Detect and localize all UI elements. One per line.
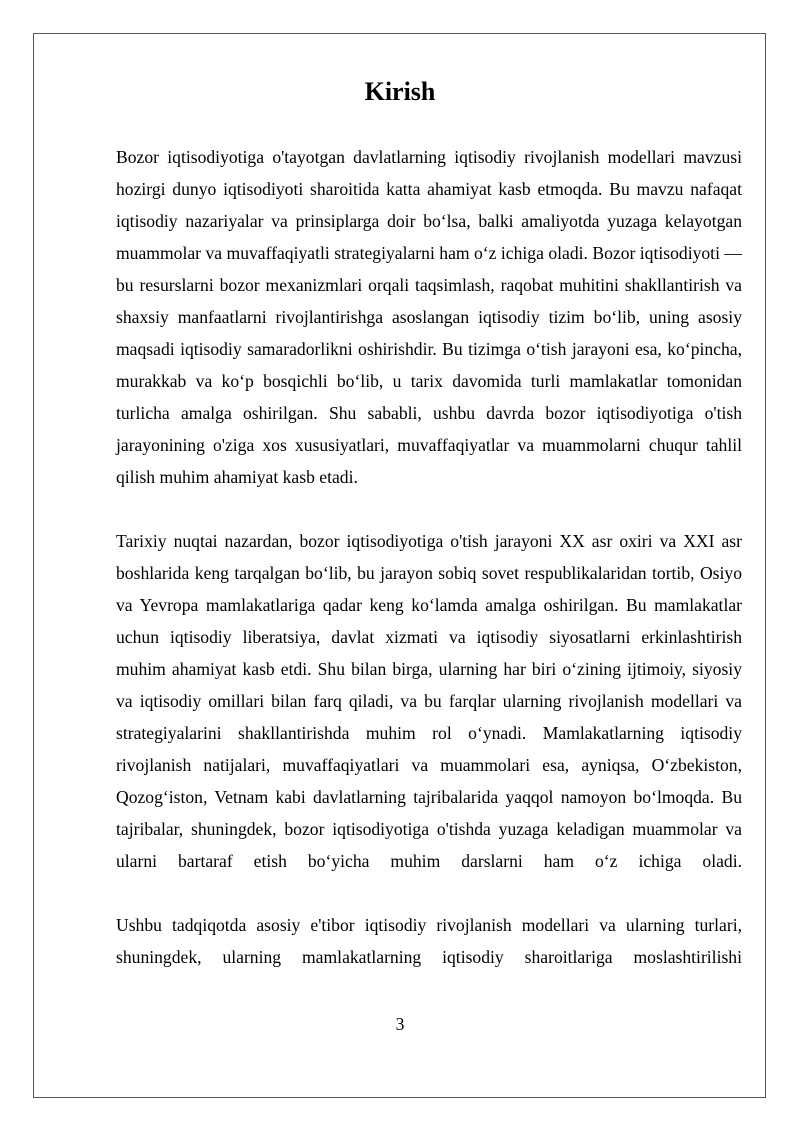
document-body <box>116 141 742 973</box>
paragraph-2: Tarixiy nuqtai nazardan, bozor iqtisodiyotiga o'tish jarayoni XX asr oxiri va XXI asr boshlarida keng tarqalgan bo‘lib, bu jarayon sobiq sovet respublikalaridan tortib, Osiyo va Yevropa mamlakatlariga qadar keng ko‘lamda amalga oshirilgan. Bu mamlakatlar uchun iqtisodiy liberatsiya, davlat xizmati va iqtisodiy siyosatlarni erkinlashtirish muhim ahamiyat kasb etdi. Shu bilan birga, ularning har biri o‘zining ijtimoiy, siyosiy va iqtisodiy omillari bilan farq qiladi, va bu farqlar ularning rivojlanish modellari va strategiyalarini shakllantirishda muhim rol o‘ynadi. Mamlakatlarning iqtisodiy rivojlanish natijalari, muvaffaqiyatlari va muammolari esa, ayniqsa, O‘zbekiston, Qozog‘iston, Vetnam kabi davlatlarning tajribalarida yaqqol namoyon bo‘lmoqda. Bu tajribalar, shuningdek, bozor iqtisodiyotiga o'tishda yuzaga keladigan muammolar va ularni bartaraf etish bo‘yicha muhim darslarni ham o‘z ichiga oladi. <box>116 531 742 871</box>
page-number: 3 <box>395 1014 405 1034</box>
paragraph-3: Ushbu tadqiqotda asosiy e'tibor iqtisodiy rivojlanish modellari va ularning turlari, shuningdek, ularning mamlakatlarning iqtisodiy sharoitlariga moslashtirilishi <box>116 915 742 967</box>
page-title: Kirish <box>364 77 436 106</box>
paragraph-1: Bozor iqtisodiyotiga o'tayotgan davlatlarning iqtisodiy rivojlanish modellari mavzusi hozirgi dunyo iqtisodiyoti sharoitida katta ahamiyat kasb etmoqda. Bu mavzu nafaqat iqtisodiy nazariyalar va prinsiplarga doir bo‘lsa, balki amaliyotda yuzaga kelayotgan muammolar va muvaffaqiyatli strategiyalarni ham o‘z ichiga oladi. Bozor iqtisodiyoti — bu resurslarni bozor mexanizmlari orqali taqsimlash, raqobat muhitini shakllantirish va shaxsiy manfaatlarni rivojlantirishga asoslangan iqtisodiy tizim bo‘lib, uning asosiy maqsadi iqtisodiy samaradorlikni oshirishdir. Bu tizimga o‘tish jarayoni esa, ko‘pincha, murakkab va ko‘p bosqichli bo‘lib, u tarix davomida turli mamlakatlar tomonidan turlicha amalga oshirilgan. Shu sababli, ushbu davrda bozor iqtisodiyotiga o'tish jarayonining o'ziga xos xususiyatlari, muvaffaqiyatlar va muammolarni chuqur tahlil qilish muhim ahamiyat kasb etadi. <box>116 147 742 487</box>
